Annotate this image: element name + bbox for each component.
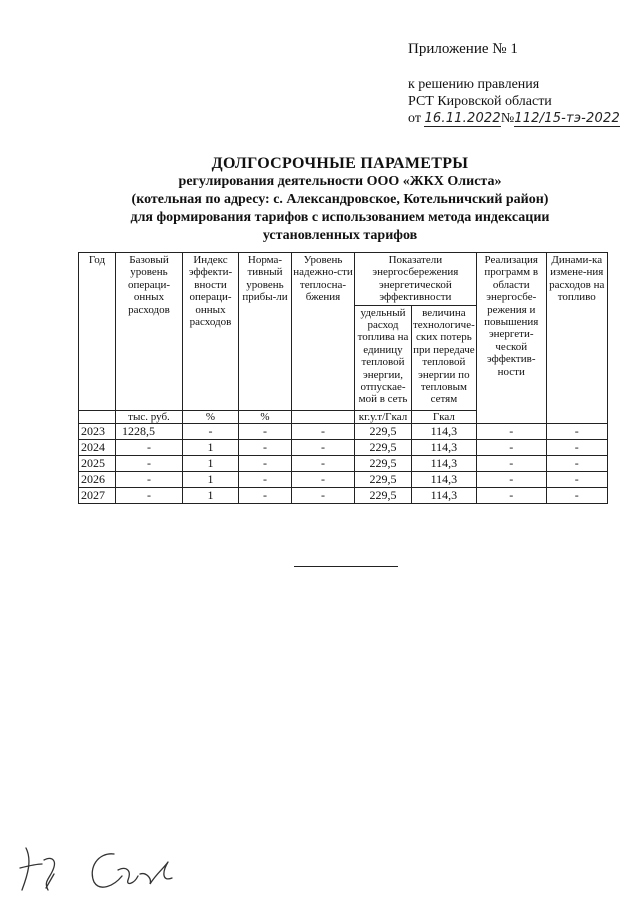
cell-index: 1 (183, 472, 239, 488)
cell-base: - (116, 488, 183, 504)
cell-index: - (183, 424, 239, 440)
cell-base: - (116, 440, 183, 456)
title-line-1: ДОЛГОСРОЧНЫЕ ПАРАМЕТРЫ (211, 155, 469, 172)
cell-fuel-dynamics: - (546, 440, 607, 456)
title-line-3: (котельная по адресу: с. Александровское, Котельничский район) (131, 192, 549, 207)
cell-index: 1 (183, 456, 239, 472)
cell-profit: - (239, 472, 292, 488)
cell-fuel-dynamics: - (546, 488, 607, 504)
cell-year: 2026 (79, 472, 116, 488)
cell-programs: - (476, 456, 546, 472)
header-base-opex: Базовый уровень операци-онных расходов (116, 253, 183, 411)
unit-loss: Гкал (412, 410, 477, 423)
cell-fuel: 229,5 (355, 424, 412, 440)
parameters-table (78, 252, 608, 504)
table-row (79, 488, 608, 504)
cell-index: 1 (183, 440, 239, 456)
table-row (79, 456, 608, 472)
unit-year (79, 410, 116, 423)
appendix-number: Приложение № 1 (408, 41, 518, 57)
cell-programs: - (476, 472, 546, 488)
cell-reliability: - (292, 488, 355, 504)
signature-scribble (18, 838, 188, 898)
cell-programs: - (476, 488, 546, 504)
header-profit-level: Норма-тивный уровень прибы-ли (239, 253, 292, 411)
cell-index: 1 (183, 488, 239, 504)
cell-fuel: 229,5 (355, 456, 412, 472)
header-specific-fuel: удельный расход топлива на единицу тепловой энергии, отпускае-мой в сеть (355, 305, 412, 410)
cell-profit: - (239, 488, 292, 504)
unit-index: % (183, 410, 239, 423)
cell-loss: 114,3 (412, 488, 477, 504)
cell-reliability: - (292, 472, 355, 488)
cell-profit: - (239, 456, 292, 472)
cell-loss: 114,3 (412, 424, 477, 440)
unit-reliability (292, 410, 355, 423)
cell-fuel: 229,5 (355, 440, 412, 456)
cell-year: 2027 (79, 488, 116, 504)
unit-profit: % (239, 410, 292, 423)
handwritten-signature (18, 838, 188, 903)
header-efficiency-index: Индекс эффекти-вности операци-онных расходов (183, 253, 239, 411)
title-line-2: регулирования деятельности ООО «ЖКХ Олиста» (178, 174, 502, 189)
cell-year: 2023 (79, 424, 116, 440)
header-heat-losses: величина технологиче-ских потерь при передаче тепловой энергии по тепловым сетям (412, 305, 477, 410)
decision-reference (408, 76, 620, 127)
header-row-1 (79, 253, 608, 306)
decision-date: 16.11.2022 (424, 111, 501, 126)
cell-base: - (116, 472, 183, 488)
decision-line-2: РСТ Кировской области (408, 94, 552, 109)
decision-line-3 (408, 110, 620, 127)
cell-profit: - (239, 440, 292, 456)
cell-loss: 114,3 (412, 456, 477, 472)
cell-loss: 114,3 (412, 472, 477, 488)
title-line-4: для формирования тарифов с использованием метода индексации (130, 210, 550, 225)
cell-reliability: - (292, 440, 355, 456)
cell-base: - (116, 456, 183, 472)
unit-fuel: кг.у.т/Гкал (355, 410, 412, 423)
end-separator (294, 566, 398, 567)
header-energy-indicators: Показатели энергосбережения энергетической эффективности (355, 253, 477, 306)
decision-prefix: от (408, 111, 421, 126)
header-fuel-dynamics: Динами-ка измене-ния расходов на топливо (546, 253, 607, 424)
cell-loss: 114,3 (412, 440, 477, 456)
cell-fuel-dynamics: - (546, 456, 607, 472)
decision-number-sign: № (500, 111, 515, 126)
cell-fuel: 229,5 (355, 488, 412, 504)
cell-year: 2024 (79, 440, 116, 456)
cell-fuel: 229,5 (355, 472, 412, 488)
title-line-5: установленных тарифов (262, 228, 418, 243)
header-reliability: Уровень надежно-сти теплосна-бжения (292, 253, 355, 411)
cell-fuel-dynamics: - (546, 472, 607, 488)
cell-reliability: - (292, 424, 355, 440)
table-row (79, 440, 608, 456)
cell-programs: - (476, 440, 546, 456)
header-programs: Реализация программ в области энергосбе-режения и повышения энергети-ческой эффектив-ности (476, 253, 546, 424)
document-title (40, 155, 640, 245)
decision-line-1: к решению правления (408, 77, 540, 92)
cell-fuel-dynamics: - (546, 424, 607, 440)
table-row (79, 472, 608, 488)
cell-year: 2025 (79, 456, 116, 472)
cell-reliability: - (292, 456, 355, 472)
cell-profit: - (239, 424, 292, 440)
table-row (79, 424, 608, 440)
cell-base: 1228,5 (116, 424, 183, 440)
header-year: Год (79, 253, 116, 411)
cell-programs: - (476, 424, 546, 440)
unit-base: тыс. руб. (116, 410, 183, 423)
decision-number: 112/15-тэ-2022 (514, 111, 620, 126)
